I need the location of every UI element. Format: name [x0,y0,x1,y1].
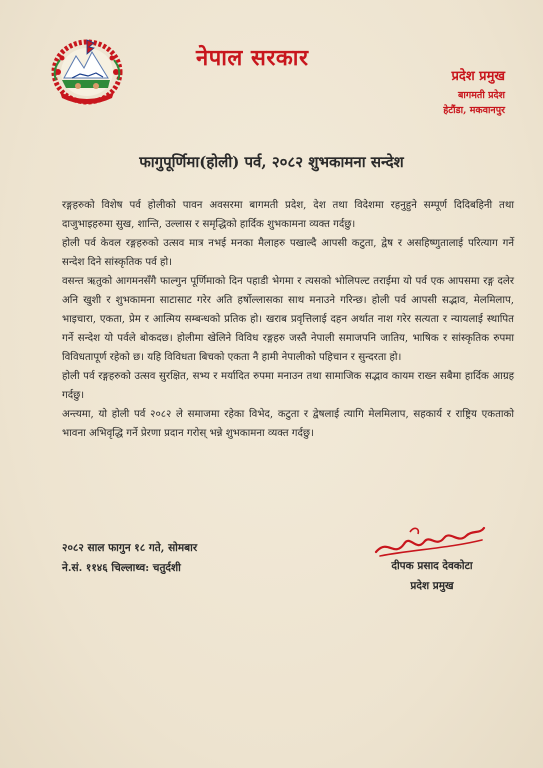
nepal-emblem-icon [48,34,126,106]
office-title: प्रदेश प्रमुख [451,69,505,84]
paragraph-3: वसन्त ऋतुको आगमनसँगै फाल्गुन पूर्णिमाको दिन पहाडी भेगमा र त्यसको भोलिपल्ट तराईमा यो पर्व एक आपसमा रङ्ग दलेर अनि खुशी र शुभकामना साटासाट गरेर अति हर्षोल्लासका साथ मनाउने गरिन्छ। होली पर्व आपसी सद्भाव, मेलमिलाप, भाइचारा, एकता, प्रेम र आत्मिय सम्बन्धको प्रतिक हो। खराब प्रवृत्तिलाई दहन अर्थात नाश गरेर सत्यता र न्यायलाई स्थापित गर्ने सन्देश यो पर्वले बोकदछ। होलीमा खेलिने विविध रङ्गहरु जस्तै नेपाली समाजपनि जातिय, भाषिक र सांस्कृतिक रुपमा विविधतापूर्ण रहेको छ। यहि विविधता बिचको एकता नै हामी नेपालीको पहिचान र सुन्दरता हो। [62,276,514,363]
paragraph-2: होली पर्व केवल रङ्गहरुको उत्सव मात्र नभई मनका मैलाहरु पखाल्दै आपसी कटुता, द्वेष र असहिष्णुतालाई परित्याग गर्ने सन्देश दिने सांस्कृतिक पर्व हो। [62,238,514,268]
signer-block [372,556,492,596]
signer-name: दीपक प्रसाद देवकोटा [391,560,473,572]
paragraph-4: होली पर्व रङ्गहरुको उत्सव सुरक्षित, सभ्य र मर्यादित रुपमा मनाउन तथा सामाजिक सद्भाव कायम राख्न सबैमा हार्दिक आग्रह गर्दछु। [62,371,514,401]
subject-heading: फागुपूर्णिमा(होली) पर्व, २०८२ शुभकामना सन्देश [139,153,404,171]
government-title: नेपाल सरकार [196,45,309,71]
date-line-ns: ने.सं. ११४६ चिल्लाथ्व: चतुर्दशी [62,562,181,574]
paragraph-1: रङ्गहरुको विशेष पर्व होलीको पावन अवसरमा बागमती प्रदेश, देश तथा विदेशमा रहनुहुने सम्पूर्ण दिदिबहिनी तथा दाजुभाइहरुमा सुख, शान्ति, उल्लास र समृद्धिको हार्दिक शुभकामना व्यक्त गर्दछु। [62,200,514,230]
date-line-bs: २०८२ साल फागुन १८ गते, सोमबार [62,542,198,554]
office-block [385,66,505,118]
paragraph-5: अन्त्यमा, यो होली पर्व २०८२ ले समाजमा रहेका विभेद, कटुता र द्वेषलाई त्यागि मेलमिलाप, सहकार्य र राष्ट्रिय एकताको भावना अभिवृद्धि गर्ने प्रेरणा प्रदान गरोस् भन्ने शुभकामना व्यक्त गर्दछु। [62,409,514,439]
office-province: बागमती प्रदेश [457,90,505,101]
date-block [62,538,197,578]
signer-designation: प्रदेश प्रमुख [410,580,454,592]
letter-body [62,196,514,443]
office-address: हेटौंडा, मकवानपुर [443,105,505,116]
